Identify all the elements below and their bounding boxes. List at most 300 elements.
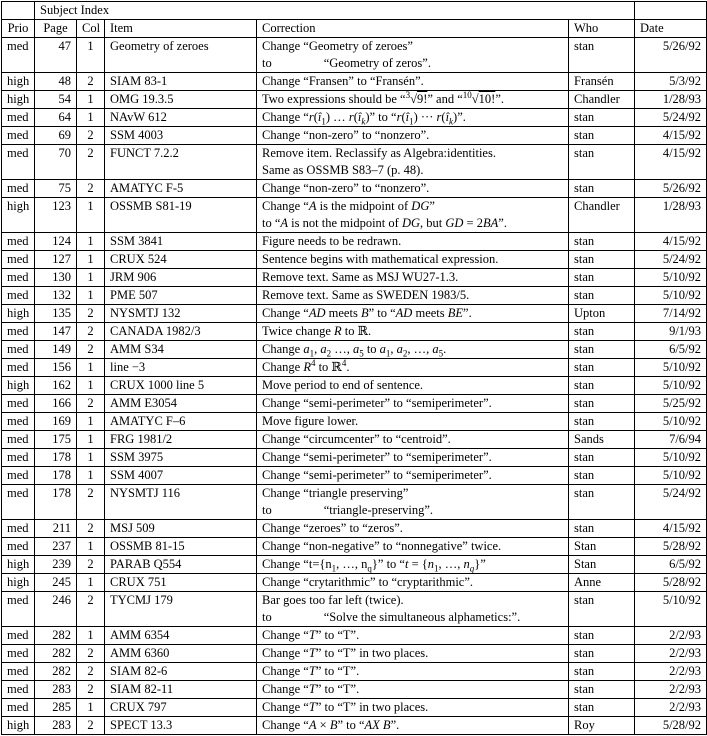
table-row bbox=[2, 449, 707, 467]
date-cell: 1/28/93 bbox=[635, 198, 707, 233]
prio-cell: med bbox=[2, 645, 35, 663]
who-cell: stan bbox=[569, 38, 635, 73]
date-cell: 2/2/93 bbox=[635, 627, 707, 645]
page-cell: 47 bbox=[35, 38, 77, 73]
table-row bbox=[2, 233, 707, 251]
who-cell: stan bbox=[569, 449, 635, 467]
correction-cell bbox=[257, 73, 569, 91]
correction-line: Change “$r(î_1)$ … $r(î_k)$” to “$r(î_1)$ ··· $r(î_k)$”. bbox=[262, 110, 466, 127]
page-cell: 282 bbox=[35, 627, 77, 645]
item-cell: JRM 906 bbox=[105, 269, 257, 287]
col-cell: 1 bbox=[77, 109, 105, 127]
table-row bbox=[2, 699, 707, 717]
table-row bbox=[2, 180, 707, 198]
page-cell: 124 bbox=[35, 233, 77, 251]
table-row bbox=[2, 198, 707, 233]
who-cell: Stan bbox=[569, 538, 635, 556]
page-cell: 178 bbox=[35, 485, 77, 520]
correction-line: Change “semi-perimeter” to “semiperimeter”. bbox=[262, 450, 492, 464]
who-cell: stan bbox=[569, 699, 635, 717]
page-cell: 283 bbox=[35, 681, 77, 699]
prio-cell: med bbox=[2, 145, 35, 180]
item-cell: CRUX 1000 line 5 bbox=[105, 377, 257, 395]
correction-line: Change “T” to “T” in two places. bbox=[262, 700, 429, 714]
table-row bbox=[2, 145, 707, 180]
prio-cell: med bbox=[2, 467, 35, 485]
prio-cell: med bbox=[2, 627, 35, 645]
correction-cell bbox=[257, 556, 569, 574]
who-cell: Fransén bbox=[569, 73, 635, 91]
table-row bbox=[2, 251, 707, 269]
col-cell: 1 bbox=[77, 287, 105, 305]
correction-cell bbox=[257, 699, 569, 717]
correction-cell bbox=[257, 180, 569, 198]
prio-cell: med bbox=[2, 251, 35, 269]
correction-cell bbox=[257, 341, 569, 359]
table-row bbox=[2, 413, 707, 431]
table-row bbox=[2, 359, 707, 377]
page-cell: 75 bbox=[35, 180, 77, 198]
correction-line: to “triangle-preserving”. bbox=[262, 503, 434, 517]
prio-cell: med bbox=[2, 431, 35, 449]
correction-cell bbox=[257, 413, 569, 431]
page-cell: 70 bbox=[35, 145, 77, 180]
who-cell: stan bbox=[569, 413, 635, 431]
date-cell: 7/6/94 bbox=[635, 431, 707, 449]
who-cell: stan bbox=[569, 109, 635, 127]
who-cell: stan bbox=[569, 681, 635, 699]
item-cell: AMM E3054 bbox=[105, 395, 257, 413]
correction-line: Change $R^4$ to ℝ$^4$. bbox=[262, 358, 350, 374]
correction-cell bbox=[257, 377, 569, 395]
correction-cell bbox=[257, 520, 569, 538]
prio-cell: med bbox=[2, 269, 35, 287]
prio-cell: med bbox=[2, 663, 35, 681]
errata-table bbox=[1, 1, 707, 735]
correction-line: Change “zeroes” to “zeros”. bbox=[262, 521, 403, 535]
date-cell: 5/10/92 bbox=[635, 377, 707, 395]
correction-line: Change “semi-perimeter” to “semiperimeter”. bbox=[262, 468, 492, 482]
correction-line: Change $a_1$, $a_2$ …, $a_5$ to $a_1$, $a_2$, …, $a_5$. bbox=[262, 342, 447, 359]
column-header-item: Item bbox=[105, 20, 257, 38]
correction-line: Change “semi-perimeter” to “semiperimeter”. bbox=[262, 396, 492, 410]
correction-line: Two expressions should be “$^3$√9!” and “$^{10}$√10!”. bbox=[262, 90, 504, 106]
who-cell: stan bbox=[569, 359, 635, 377]
item-cell: SSM 4007 bbox=[105, 467, 257, 485]
prio-cell: med bbox=[2, 127, 35, 145]
date-cell: 5/10/92 bbox=[635, 467, 707, 485]
col-cell: 1 bbox=[77, 269, 105, 287]
table-row bbox=[2, 485, 707, 520]
prio-cell: med bbox=[2, 520, 35, 538]
prio-cell: med bbox=[2, 233, 35, 251]
who-cell: stan bbox=[569, 467, 635, 485]
who-cell: Stan bbox=[569, 556, 635, 574]
table-row bbox=[2, 305, 707, 323]
prio-cell: high bbox=[2, 198, 35, 233]
item-cell: PARAB Q554 bbox=[105, 556, 257, 574]
item-cell: AMM S34 bbox=[105, 341, 257, 359]
correction-line: Figure needs to be redrawn. bbox=[262, 234, 402, 248]
item-cell: Geometry of zeroes bbox=[105, 38, 257, 73]
page-cell: 239 bbox=[35, 556, 77, 574]
prio-cell: med bbox=[2, 681, 35, 699]
subject-header-spacer-right bbox=[635, 2, 707, 20]
correction-cell bbox=[257, 449, 569, 467]
item-cell: SSM 4003 bbox=[105, 127, 257, 145]
prio-cell: med bbox=[2, 395, 35, 413]
table-row bbox=[2, 717, 707, 735]
col-cell: 1 bbox=[77, 91, 105, 109]
correction-line: to “A is not the midpoint of DG, but GD = 2BA”. bbox=[262, 216, 507, 230]
col-cell: 1 bbox=[77, 431, 105, 449]
who-cell: stan bbox=[569, 627, 635, 645]
prio-cell: med bbox=[2, 699, 35, 717]
correction-line: Move figure lower. bbox=[262, 414, 359, 428]
date-cell: 2/2/93 bbox=[635, 699, 707, 717]
col-cell: 1 bbox=[77, 538, 105, 556]
prio-cell: high bbox=[2, 305, 35, 323]
column-header-date: Date bbox=[635, 20, 707, 38]
item-cell: NAvW 612 bbox=[105, 109, 257, 127]
item-cell: SIAM 82-11 bbox=[105, 681, 257, 699]
table-row bbox=[2, 73, 707, 91]
item-cell: NYSMTJ 116 bbox=[105, 485, 257, 520]
correction-line: Change “non-negative” to “nonnegative” twice. bbox=[262, 539, 502, 553]
who-cell: stan bbox=[569, 323, 635, 341]
who-cell: stan bbox=[569, 180, 635, 198]
correction-line: Same as OSSMB S83–7 (p. 48). bbox=[262, 163, 424, 177]
date-cell: 9/1/93 bbox=[635, 323, 707, 341]
col-cell: 2 bbox=[77, 663, 105, 681]
date-cell: 5/28/92 bbox=[635, 574, 707, 592]
table-body bbox=[2, 38, 707, 735]
table-row bbox=[2, 538, 707, 556]
correction-cell bbox=[257, 359, 569, 377]
date-cell: 4/15/92 bbox=[635, 233, 707, 251]
correction-line: Change “T” to “T”. bbox=[262, 664, 360, 678]
correction-line: Sentence begins with mathematical expression. bbox=[262, 252, 499, 266]
date-cell: 2/2/93 bbox=[635, 645, 707, 663]
page-cell: 283 bbox=[35, 717, 77, 735]
correction-line: Change “triangle preserving” bbox=[262, 486, 409, 500]
correction-cell bbox=[257, 91, 569, 109]
date-cell: 5/3/92 bbox=[635, 73, 707, 91]
page-cell: 123 bbox=[35, 198, 77, 233]
col-cell: 1 bbox=[77, 449, 105, 467]
correction-line: Change “Geometry of zeroes” bbox=[262, 39, 413, 53]
col-cell: 1 bbox=[77, 251, 105, 269]
correction-cell bbox=[257, 574, 569, 592]
who-cell: stan bbox=[569, 341, 635, 359]
date-cell: 6/5/92 bbox=[635, 341, 707, 359]
correction-cell bbox=[257, 269, 569, 287]
table-row bbox=[2, 341, 707, 359]
date-cell: 5/28/92 bbox=[635, 538, 707, 556]
col-cell: 2 bbox=[77, 305, 105, 323]
correction-line: Remove text. Same as MSJ WU27-1.3. bbox=[262, 270, 459, 284]
col-cell: 2 bbox=[77, 520, 105, 538]
col-cell: 2 bbox=[77, 73, 105, 91]
correction-line: to “Solve the simultaneous alphametics:”. bbox=[262, 610, 521, 624]
item-cell: NYSMTJ 132 bbox=[105, 305, 257, 323]
page-cell: 132 bbox=[35, 287, 77, 305]
col-cell: 1 bbox=[77, 413, 105, 431]
col-cell: 2 bbox=[77, 717, 105, 735]
who-cell: stan bbox=[569, 395, 635, 413]
correction-line: Change “non-zero” to “nonzero”. bbox=[262, 128, 430, 142]
item-cell: OSSMB S81-19 bbox=[105, 198, 257, 233]
correction-line: Change “A is the midpoint of DG” bbox=[262, 199, 435, 213]
page-cell: 175 bbox=[35, 431, 77, 449]
column-header-page: Page bbox=[35, 20, 77, 38]
prio-cell: med bbox=[2, 38, 35, 73]
correction-line: Change “circumcenter” to “centroid”. bbox=[262, 432, 451, 446]
item-cell: OSSMB 81-15 bbox=[105, 538, 257, 556]
page-cell: 162 bbox=[35, 377, 77, 395]
who-cell: stan bbox=[569, 251, 635, 269]
item-cell: SPECT 13.3 bbox=[105, 717, 257, 735]
table-row bbox=[2, 287, 707, 305]
who-cell: Chandler bbox=[569, 198, 635, 233]
correction-cell bbox=[257, 485, 569, 520]
date-cell: 5/24/92 bbox=[635, 251, 707, 269]
page-cell: 237 bbox=[35, 538, 77, 556]
who-cell: Chandler bbox=[569, 91, 635, 109]
date-cell: 5/28/92 bbox=[635, 717, 707, 735]
correction-line: Change “Fransen” to “Fransén”. bbox=[262, 74, 424, 88]
item-cell: SSM 3975 bbox=[105, 449, 257, 467]
table-row bbox=[2, 127, 707, 145]
item-cell: FUNCT 7.2.2 bbox=[105, 145, 257, 180]
date-cell: 1/28/93 bbox=[635, 91, 707, 109]
item-cell: CRUX 524 bbox=[105, 251, 257, 269]
correction-cell bbox=[257, 323, 569, 341]
page-cell: 178 bbox=[35, 449, 77, 467]
who-cell: Sands bbox=[569, 431, 635, 449]
item-cell: AMATYC F–6 bbox=[105, 413, 257, 431]
table-row bbox=[2, 592, 707, 627]
who-cell: stan bbox=[569, 127, 635, 145]
correction-cell bbox=[257, 627, 569, 645]
table-row bbox=[2, 431, 707, 449]
item-cell: FRG 1981/2 bbox=[105, 431, 257, 449]
item-cell: SSM 3841 bbox=[105, 233, 257, 251]
item-cell: MSJ 509 bbox=[105, 520, 257, 538]
correction-cell bbox=[257, 127, 569, 145]
col-cell: 2 bbox=[77, 645, 105, 663]
correction-line: Change “T” to “T”. bbox=[262, 628, 360, 642]
correction-line: Change “$t=\{n_1$, …, $n_q$}” to “$t = \{n_1$, …, $n_q$}” bbox=[262, 557, 486, 574]
prio-cell: high bbox=[2, 574, 35, 592]
table-row bbox=[2, 269, 707, 287]
date-cell: 5/10/92 bbox=[635, 592, 707, 627]
prio-cell: med bbox=[2, 538, 35, 556]
item-cell: AMM 6360 bbox=[105, 645, 257, 663]
column-header-correction: Correction bbox=[257, 20, 569, 38]
item-cell: CRUX 751 bbox=[105, 574, 257, 592]
col-cell: 2 bbox=[77, 485, 105, 520]
correction-line: Bar goes too far left (twice). bbox=[262, 593, 404, 607]
correction-cell bbox=[257, 592, 569, 627]
correction-cell bbox=[257, 395, 569, 413]
table-row bbox=[2, 377, 707, 395]
prio-cell: med bbox=[2, 323, 35, 341]
table-row bbox=[2, 91, 707, 109]
who-cell: stan bbox=[569, 663, 635, 681]
page-cell: 246 bbox=[35, 592, 77, 627]
prio-cell: high bbox=[2, 73, 35, 91]
correction-cell bbox=[257, 717, 569, 735]
correction-cell bbox=[257, 681, 569, 699]
page-cell: 147 bbox=[35, 323, 77, 341]
item-cell: OMG 19.3.5 bbox=[105, 91, 257, 109]
col-cell: 1 bbox=[77, 467, 105, 485]
item-cell: AMM 6354 bbox=[105, 627, 257, 645]
page-cell: 156 bbox=[35, 359, 77, 377]
prio-cell: med bbox=[2, 449, 35, 467]
who-cell: stan bbox=[569, 269, 635, 287]
page-cell: 149 bbox=[35, 341, 77, 359]
table-row bbox=[2, 38, 707, 73]
correction-cell bbox=[257, 663, 569, 681]
prio-cell: med bbox=[2, 485, 35, 520]
table-row bbox=[2, 681, 707, 699]
date-cell: 5/26/92 bbox=[635, 38, 707, 73]
correction-line: Move period to end of sentence. bbox=[262, 378, 424, 392]
col-cell: 2 bbox=[77, 145, 105, 180]
page-cell: 135 bbox=[35, 305, 77, 323]
col-cell: 1 bbox=[77, 359, 105, 377]
who-cell: stan bbox=[569, 287, 635, 305]
col-cell: 2 bbox=[77, 395, 105, 413]
date-cell: 6/5/92 bbox=[635, 556, 707, 574]
col-cell: 1 bbox=[77, 233, 105, 251]
page-cell: 211 bbox=[35, 520, 77, 538]
item-cell: SIAM 82-6 bbox=[105, 663, 257, 681]
correction-line: Change “AD meets B” to “AD meets BE”. bbox=[262, 306, 472, 320]
item-cell: CANADA 1982/3 bbox=[105, 323, 257, 341]
column-header-row bbox=[2, 20, 707, 38]
prio-cell: med bbox=[2, 413, 35, 431]
who-cell: Upton bbox=[569, 305, 635, 323]
correction-line: Remove item. Reclassify as Algebra:identities. bbox=[262, 146, 496, 160]
page-cell: 282 bbox=[35, 645, 77, 663]
who-cell: stan bbox=[569, 592, 635, 627]
date-cell: 2/2/93 bbox=[635, 663, 707, 681]
date-cell: 2/2/93 bbox=[635, 681, 707, 699]
table-row bbox=[2, 323, 707, 341]
date-cell: 5/10/92 bbox=[635, 449, 707, 467]
col-cell: 1 bbox=[77, 377, 105, 395]
column-header-col: Col bbox=[77, 20, 105, 38]
who-cell: stan bbox=[569, 377, 635, 395]
page-cell: 64 bbox=[35, 109, 77, 127]
table-row bbox=[2, 574, 707, 592]
col-cell: 2 bbox=[77, 592, 105, 627]
item-cell: TYCMJ 179 bbox=[105, 592, 257, 627]
column-header-who: Who bbox=[569, 20, 635, 38]
table-row bbox=[2, 627, 707, 645]
table-row bbox=[2, 520, 707, 538]
item-cell: SIAM 83-1 bbox=[105, 73, 257, 91]
correction-line: to “Geometry of zeros”. bbox=[262, 56, 431, 70]
correction-cell bbox=[257, 467, 569, 485]
page-cell: 69 bbox=[35, 127, 77, 145]
subject-header-row bbox=[2, 2, 707, 20]
correction-line: Change “A × B” to “AX B”. bbox=[262, 718, 400, 732]
correction-cell bbox=[257, 287, 569, 305]
who-cell: stan bbox=[569, 233, 635, 251]
col-cell: 1 bbox=[77, 699, 105, 717]
prio-cell: high bbox=[2, 377, 35, 395]
who-cell: Anne bbox=[569, 574, 635, 592]
subject-header-spacer-left bbox=[2, 2, 35, 20]
who-cell: stan bbox=[569, 645, 635, 663]
prio-cell: med bbox=[2, 359, 35, 377]
page-cell: 48 bbox=[35, 73, 77, 91]
prio-cell: high bbox=[2, 91, 35, 109]
correction-line: Remove text. Same as SWEDEN 1983/5. bbox=[262, 288, 470, 302]
page-cell: 54 bbox=[35, 91, 77, 109]
col-cell: 2 bbox=[77, 556, 105, 574]
prio-cell: med bbox=[2, 592, 35, 627]
date-cell: 5/25/92 bbox=[635, 395, 707, 413]
correction-line: Twice change R to ℝ. bbox=[262, 324, 372, 338]
correction-line: Change “crytarithmic” to “cryptarithmic”. bbox=[262, 575, 474, 589]
page-cell: 245 bbox=[35, 574, 77, 592]
correction-cell bbox=[257, 145, 569, 180]
prio-cell: high bbox=[2, 556, 35, 574]
col-cell: 1 bbox=[77, 627, 105, 645]
date-cell: 4/15/92 bbox=[635, 520, 707, 538]
date-cell: 5/24/92 bbox=[635, 109, 707, 127]
who-cell: stan bbox=[569, 485, 635, 520]
correction-cell bbox=[257, 645, 569, 663]
correction-cell bbox=[257, 38, 569, 73]
who-cell: stan bbox=[569, 145, 635, 180]
col-cell: 2 bbox=[77, 180, 105, 198]
correction-cell bbox=[257, 251, 569, 269]
col-cell: 2 bbox=[77, 341, 105, 359]
date-cell: 4/15/92 bbox=[635, 127, 707, 145]
correction-line: Change “T” to “T” in two places. bbox=[262, 646, 429, 660]
col-cell: 1 bbox=[77, 574, 105, 592]
correction-cell bbox=[257, 109, 569, 127]
table-row bbox=[2, 467, 707, 485]
page-cell: 169 bbox=[35, 413, 77, 431]
date-cell: 5/10/92 bbox=[635, 359, 707, 377]
page-cell: 178 bbox=[35, 467, 77, 485]
prio-cell: med bbox=[2, 109, 35, 127]
date-cell: 5/10/92 bbox=[635, 287, 707, 305]
column-header-prio: Prio bbox=[2, 20, 35, 38]
table-row bbox=[2, 645, 707, 663]
table-row bbox=[2, 663, 707, 681]
col-cell: 2 bbox=[77, 127, 105, 145]
prio-cell: med bbox=[2, 180, 35, 198]
correction-cell bbox=[257, 538, 569, 556]
date-cell: 4/15/92 bbox=[635, 145, 707, 180]
item-cell: line −3 bbox=[105, 359, 257, 377]
correction-cell bbox=[257, 233, 569, 251]
date-cell: 5/10/92 bbox=[635, 269, 707, 287]
correction-cell bbox=[257, 198, 569, 233]
prio-cell: high bbox=[2, 717, 35, 735]
date-cell: 5/24/92 bbox=[635, 485, 707, 520]
item-cell: CRUX 797 bbox=[105, 699, 257, 717]
page-cell: 285 bbox=[35, 699, 77, 717]
